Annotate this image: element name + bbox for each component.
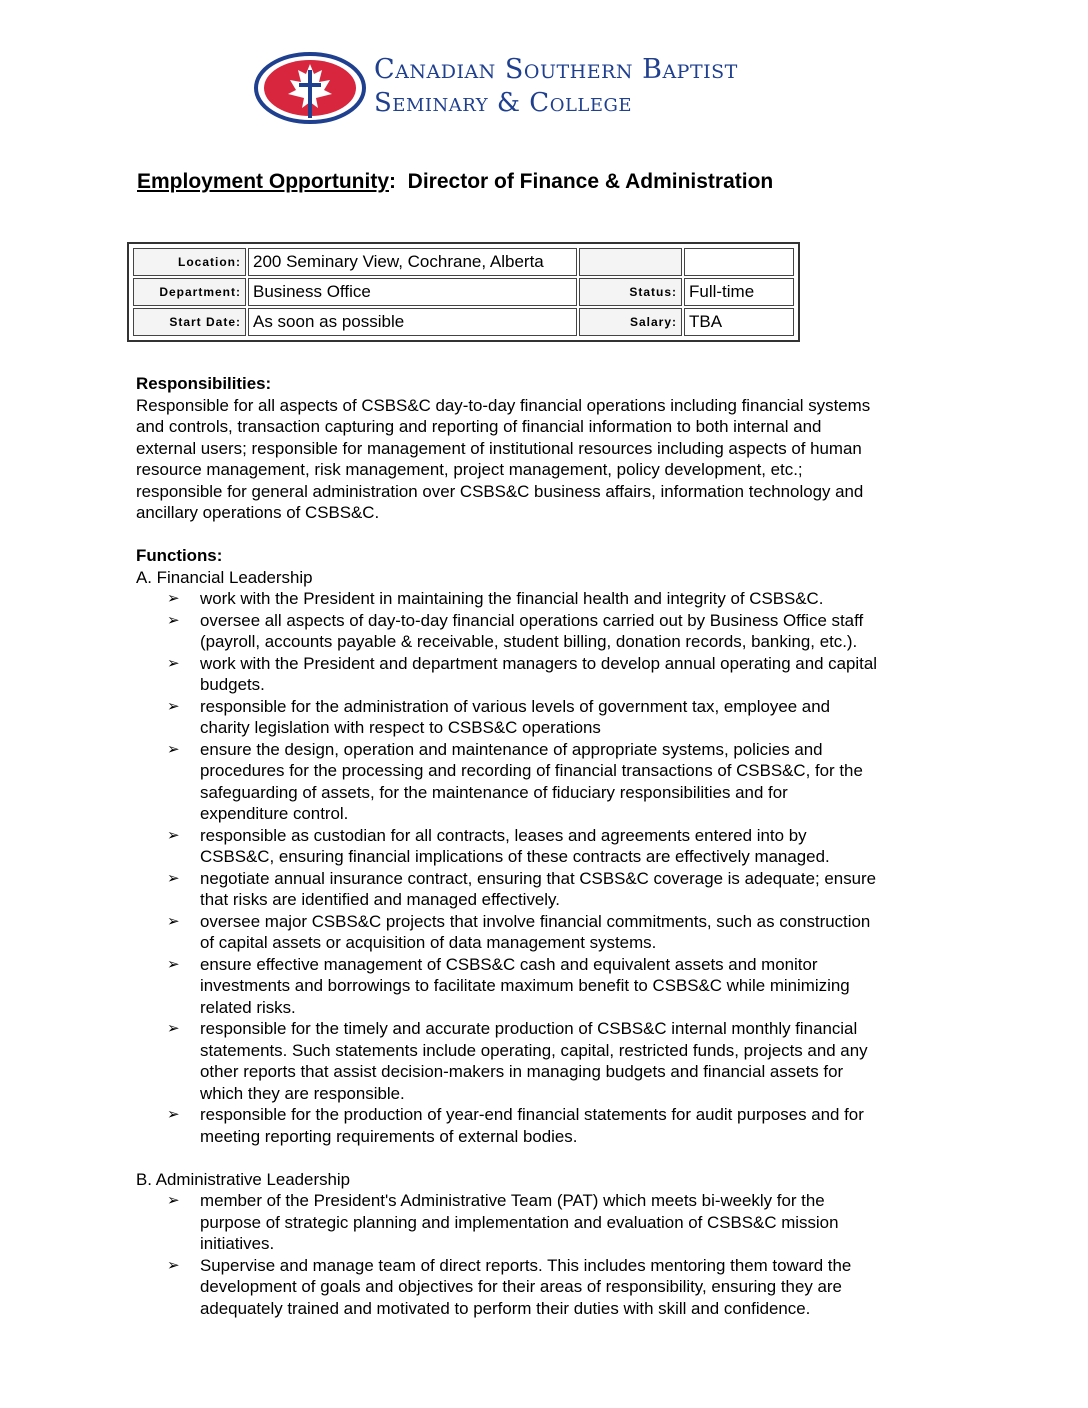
department-value: Business Office: [248, 278, 577, 306]
page-title: [137, 170, 773, 194]
department-label: Department:: [133, 278, 246, 306]
arrow-bullet-icon: ➢: [167, 869, 180, 887]
arrow-bullet-icon: ➢: [167, 1256, 180, 1274]
list-item-line: of capital assets or acquisition of data management systems.: [200, 933, 657, 952]
logo-title-line2: Seminary & College: [374, 88, 633, 118]
list-item-line: that risks are identified and managed effectively.: [200, 890, 560, 909]
document-body: [136, 373, 966, 1319]
maple-leaf-cross-logo-icon: [252, 50, 368, 130]
list-item-line: expenditure control.: [200, 804, 349, 823]
list-item-line: development of goals and objectives for their areas of responsibility, ensuring they are: [200, 1277, 842, 1296]
list-item-line: ensure effective management of CSBS&C cash and equivalent assets and monitor: [200, 954, 818, 974]
info-row-location: [133, 248, 794, 276]
responsibilities-line: ancillary operations of CSBS&C.: [136, 503, 380, 522]
list-item-line: work with the President and department managers to develop annual operating and capital: [200, 653, 877, 673]
arrow-bullet-icon: ➢: [167, 1020, 180, 1037]
empty-label-cell: [579, 248, 682, 276]
arrow-bullet-icon: ➢: [167, 654, 180, 672]
responsibilities-paragraph: [136, 395, 966, 524]
list-item-line: Supervise and manage team of direct reports. This includes mentoring them toward the: [200, 1255, 852, 1275]
list-item-line: responsible for the timely and accurate production of CSBS&C internal monthly financial: [200, 1019, 858, 1038]
list-item-line: meeting reporting requirements of external bodies.: [200, 1126, 578, 1146]
info-row-start: [133, 308, 794, 336]
responsibilities-line: and controls, transaction capturing and reporting of financial information to both internal and: [136, 417, 822, 436]
arrow-bullet-icon: ➢: [167, 697, 180, 715]
arrow-bullet-icon: ➢: [167, 740, 180, 758]
list-item-line: responsible for the production of year-end financial statements for audit purposes and for: [200, 1105, 864, 1124]
salary-value: TBA: [684, 308, 794, 336]
responsibilities-heading: Responsibilities:: [136, 374, 272, 393]
list-item: [136, 1018, 966, 1104]
list-item-line: adequately trained and motivated to perform their duties with skill and confidence.: [200, 1298, 811, 1318]
arrow-bullet-icon: ➢: [167, 955, 180, 973]
list-item: [136, 1190, 966, 1255]
location-label: Location:: [133, 248, 246, 276]
list-item-line: responsible for the administration of various levels of government tax, employee and: [200, 696, 830, 716]
list-item: [136, 868, 966, 911]
location-value: 200 Seminary View, Cochrane, Alberta: [248, 248, 577, 276]
list-item-line: member of the President's Administrative Team (PAT) which meets bi-weekly for the: [200, 1191, 825, 1210]
status-value: Full-time: [684, 278, 794, 306]
list-item-line: CSBS&C, ensuring financial implications of these contracts are effectively managed.: [200, 847, 830, 866]
list-item: [136, 825, 966, 868]
list-item: [136, 1255, 966, 1320]
list-item-line: other reports that assist decision-makers in managing budgets and financial assets for: [200, 1062, 844, 1081]
functions-heading: Functions:: [136, 546, 223, 565]
section-b-title: B. Administrative Leadership: [136, 1169, 351, 1189]
responsibilities-line: Responsible for all aspects of CSBS&C day-to-day financial operations including financial systems: [136, 395, 871, 415]
section-a-list: [136, 588, 966, 1147]
list-item: [136, 696, 966, 739]
list-item-line: procedures for the processing and recording of financial transactions of CSBS&C, for the: [200, 761, 863, 780]
list-item-line: charity legislation with respect to CSBS&C operations: [200, 718, 601, 737]
arrow-bullet-icon: ➢: [167, 590, 180, 607]
title-prefix: Employment Opportunity: [137, 170, 389, 193]
list-item-line: safeguarding of assets, for the maintenance of fiduciary responsibilities and for: [200, 782, 788, 802]
arrow-bullet-icon: ➢: [167, 826, 180, 844]
list-item: [136, 610, 966, 653]
list-item-line: initiatives.: [200, 1234, 275, 1253]
list-item: [136, 588, 966, 610]
list-item: [136, 653, 966, 696]
list-item-line: work with the President in maintaining the financial health and integrity of CSBS&C.: [200, 589, 824, 608]
list-item: [136, 911, 966, 954]
logo: [252, 50, 852, 130]
list-item: [136, 739, 966, 825]
responsibilities-line: responsible for general administration over CSBS&C business affairs, information technology and: [136, 481, 864, 501]
list-item-line: budgets.: [200, 675, 265, 694]
logo-title-line1: Canadian Southern Baptist: [374, 54, 738, 85]
list-item-line: purpose of strategic planning and implementation and evaluation of CSBS&C mission: [200, 1212, 839, 1232]
list-item-line: which they are responsible.: [200, 1083, 405, 1103]
arrow-bullet-icon: ➢: [167, 912, 180, 930]
arrow-bullet-icon: ➢: [167, 1192, 180, 1209]
list-item-line: (payroll, accounts payable & receivable, student billing, donation records, banking, etc.).: [200, 632, 858, 651]
list-item: [136, 1104, 966, 1147]
title-position: Director of Finance & Administration: [407, 170, 774, 193]
start-date-value: As soon as possible: [248, 308, 577, 336]
list-item-line: related risks.: [200, 997, 296, 1017]
start-date-label: Start Date:: [133, 308, 246, 336]
salary-label: Salary:: [579, 308, 682, 336]
section-a-title: A. Financial Leadership: [136, 567, 313, 587]
list-item-line: oversee major CSBS&C projects that involve financial commitments, such as construction: [200, 911, 871, 931]
list-item-line: negotiate annual insurance contract, ensuring that CSBS&C coverage is adequate; ensure: [200, 868, 877, 888]
list-item: [136, 954, 966, 1019]
list-item-line: oversee all aspects of day-to-day financial operations carried out by Business Office staff: [200, 610, 864, 630]
arrow-bullet-icon: ➢: [167, 1106, 180, 1123]
arrow-bullet-icon: ➢: [167, 611, 180, 629]
info-row-department: [133, 278, 794, 306]
job-info-table: [127, 242, 800, 342]
list-item-line: ensure the design, operation and maintenance of appropriate systems, policies and: [200, 739, 823, 759]
list-item-line: statements. Such statements include operating, capital, restricted funds, projects and any: [200, 1040, 868, 1060]
list-item-line: investments and borrowings to facilitate maximum benefit to CSBS&C while minimizing: [200, 976, 850, 995]
section-b-list: [136, 1190, 966, 1319]
empty-value-cell: [684, 248, 794, 276]
title-colon: :: [389, 170, 396, 193]
responsibilities-line: external users; responsible for management of institutional resources including aspects of human: [136, 438, 862, 458]
list-item-line: responsible as custodian for all contracts, leases and agreements entered into by: [200, 825, 807, 845]
status-label: Status:: [579, 278, 682, 306]
responsibilities-line: resource management, risk management, project management, policy development, etc.;: [136, 460, 803, 479]
